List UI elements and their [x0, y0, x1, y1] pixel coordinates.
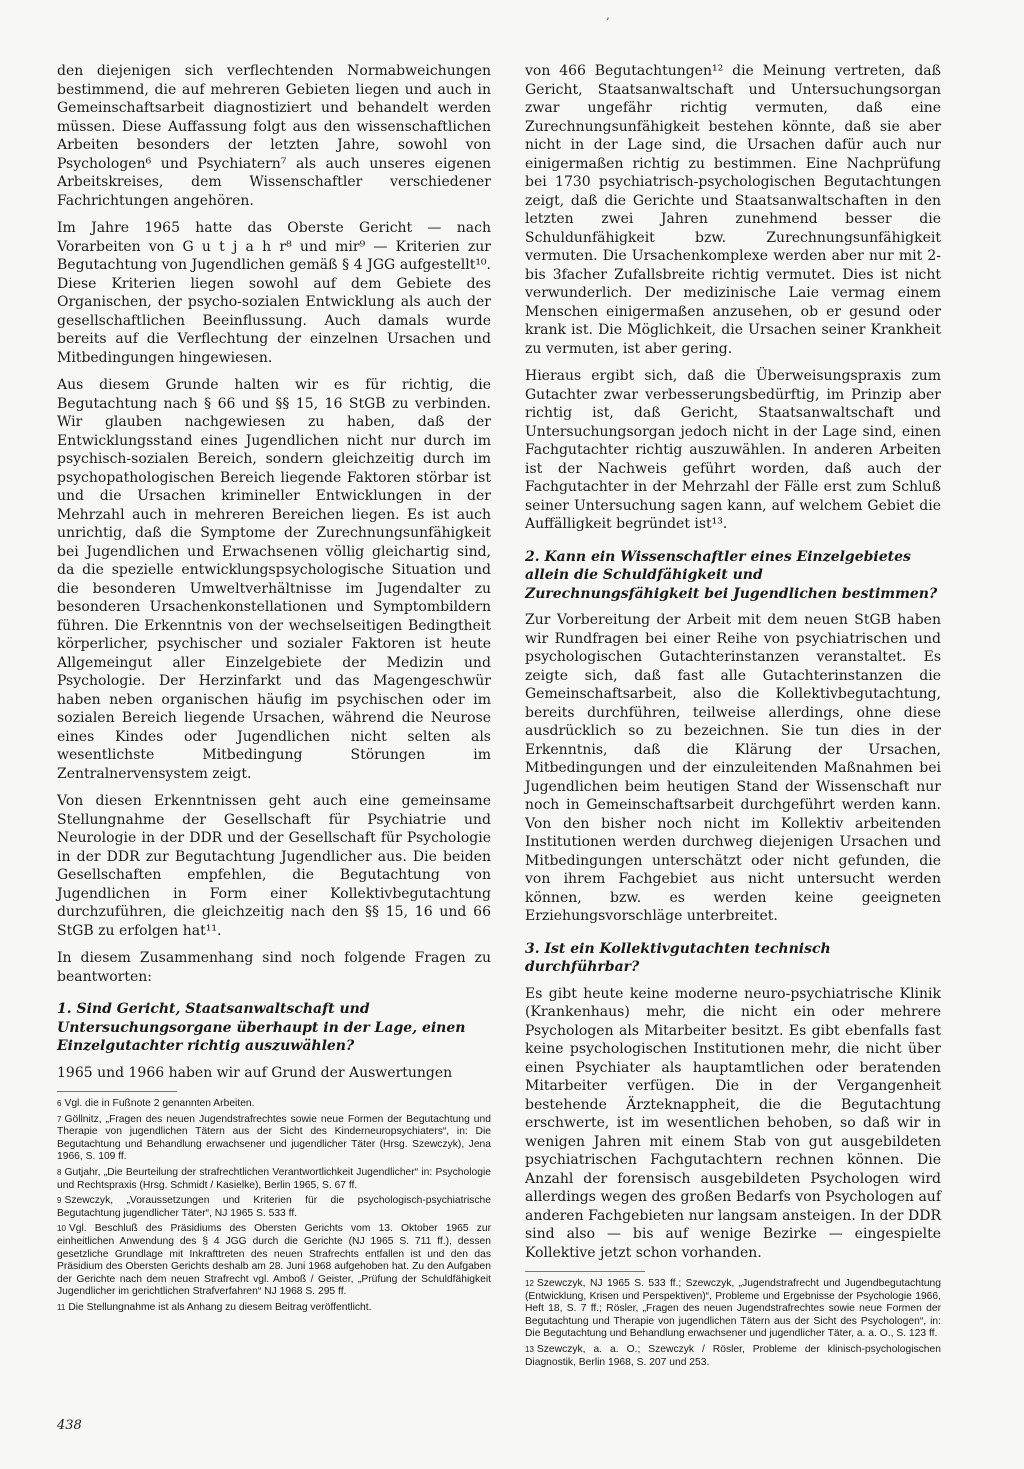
footnote-rule-left — [57, 1091, 177, 1092]
right-paragraph-4: Es gibt heute keine moderne neuro-psychiatrische Klinik (Krankenhaus) mehr, die nicht ein oder mehrere Psychologen als Mitarbeiter besitzt. Es gibt ebenfalls fast keine psychologischen Institutionen mehr, die nicht über einen Psychiater als hauptamtlichen oder beratenden Mitarbeiter verfügen. Die in der Vergangenheit bestehende Ärzteknappheit, die die Begutachtung erschwerte, ist im wesentlichen behoben, so daß wir in wenigen Jahren mit einem Stab von gut ausgebildeten psychiatrischen Fachgutachtern rechnen können. Die Anzahl der forensisch ausgebildeten Psychologen wird allerdings wegen des großen Bedarfs von Psychologen auf anderen Fachgebieten nur langsam ansteigen. In der DDR sind also — bis auf wenige Bezirke — eingespielte Kollektive jetzt schon vorhanden. — [525, 985, 941, 1261]
left-paragraph-3: Aus diesem Grunde halten wir es für richtig, die Begutachtung nach § 66 und §§ 15, 16 StGB zu verbinden. Wir glauben nachgewiesen zu haben, daß der Entwicklungsstand eines Jugendlichen nicht nur durch im psychisch-sozialen Bereich, sondern gleichzeitig durch im psychopathologischen Bereich liegende Faktoren störbar ist und die Ursachen krimineller Entwicklungen in der Mehrzahl auch in mehreren Bereichen liegen. Es ist auch unrichtig, daß die Symptome der Zurechnungsunfähigkeit bei Jugendlichen und Erwachsenen völlig gleichartig sind, da die spezielle entwicklungspsychologische Situation und die besonderen Umweltverhältnisse im Jugendalter zu besonderen Ursachenkonstellationen und Symptombildern führen. Die Erkenntnis von der wechselseitigen Bedingtheit körperlicher, psychischer und sozialer Faktoren ist heute Allgemeingut aller Einzelgebiete der Medizin und Psychologie. Der Herzinfarkt und das Magengeschwür haben neben organischen häufig im psychischen oder im sozialen Bereich liegende Ursachen, während die Neurose eines Kindes oder Jugendlichen nicht selten als wesentlichste Mitbedingung Störungen im Zentralnervensystem zeigt. — [57, 377, 491, 782]
footnote-number: 9 — [57, 1196, 62, 1206]
footnote-text: Vgl. Beschluß des Präsidiums des Obersten Gerichts vom 13. Oktober 1965 zur einheitlichen Anwendung des § 4 JGG durch die Gerichte (NJ 1965 S. 711 ff.), dessen gesetzliche Grundlage mit Inkrafttreten des neuen Strafrechts entfallen ist und den das Präsidium des Obersten Gerichts deshalb am 28. Juni 1968 aufgehoben hat. Zu den Aufgaben der Gerichte nach dem neuen Strafrecht vgl. Amboß / Geister, „Prüfung der Schuldfähigkeit Jugendlicher im gerichtlichen Strafverfahren“ NJ 1968 S. 295 ff. — [57, 1223, 491, 1298]
section-heading-2: 2. Kann ein Wissenschaftler eines Einzelgebietes allein die Schuldfähigkeit und Zurechnungsfähigkeit bei Jugendlichen bestimmen? — [525, 548, 938, 602]
footnote-13 — [525, 1344, 941, 1369]
left-paragraph-5: In diesem Zusammenhang sind noch folgende Fragen zu beantworten: — [57, 950, 491, 985]
footnote-8 — [57, 1167, 491, 1192]
footnote-12 — [525, 1278, 941, 1341]
footnote-text: Szewczyk, „Voraussetzungen und Kriterien für die psychologisch-psychiatrische Begutachtung jugendlicher Täter“, NJ 1965 S. 533 ff. — [57, 1195, 491, 1219]
section-heading-3: 3. Ist ein Kollektivgutachten technisch durchführbar? — [525, 940, 831, 975]
footnote-rule-right — [525, 1271, 645, 1272]
footnote-number: 6 — [57, 1099, 62, 1108]
section-heading-1: 1. Sind Gericht, Staatsanwaltschaft und Untersuchungsorgane überhaupt in der Lage, einen Einzelgutachter richtig auszuwählen? — [57, 1001, 466, 1054]
footnote-7 — [57, 1114, 491, 1164]
footnote-10 — [57, 1223, 491, 1299]
right-paragraph-1: von 466 Begutachtungen¹² die Meinung vertreten, daß Gericht, Staatsanwaltschaft und Untersuchungsorgan zwar ungefähr richtig vermuten, daß eine Zurechnungsunfähigkeit bestehen könnte, daß sie aber nicht in der Lage sind, die Ursachen dafür auch nur einigermaßen richtig zu bestimmen. Eine Nachprüfung bei 1730 psychiatrisch-psychologischen Begutachtungen zeigt, daß die Gerichte und Staatsanwaltschaften in den letzten zwei Jahren zunehmend besser die Schuldunfähigkeit bzw. Zurechnungsunfähigkeit vermuten. Die Ursachenkomplexe werden aber nur mit 2- bis 3facher Zufallsbreite richtig vermutet. Dies ist nicht verwunderlich. Der medizinische Laie vermag einem Menschen einigermaßen anzusehen, ob er gesund oder krank ist. Die Möglichkeit, die Ursachen seiner Krankheit zu vermuten, ist aber gering. — [525, 63, 941, 357]
left-paragraph-1: den diejenigen sich verflechtenden Normabweichungen bestimmend, die auf mehreren Gebieten liegen und auch in Gemeinschaftsarbeit diagnostiziert und behandelt werden müssen. Diese Auffassung folgt aus den wissenschaftlichen Arbeiten besonders der letzten Jahre, sowohl von Psychologen⁶ und Psychiatern⁷ als auch unseres eigenen Arbeitskreises, dem Wissenschaftler verschiedener Fachrichtungen angehören. — [57, 63, 491, 209]
footnote-text: Vgl. die in Fußnote 2 genannten Arbeiten. — [64, 1098, 255, 1109]
footnote-9 — [57, 1195, 491, 1220]
right-paragraph-2: Hieraus ergibt sich, daß die Überweisungspraxis zum Gutachter zwar verbesserungsbedürftig, im Prinzip aber richtig ist, daß Gericht, Staatsanwaltschaft und Untersuchungsorgan jedoch nicht in der Lage sind, einen Fachgutachter richtig auszuwählen. In anderen Arbeiten ist der Nachweis geführt worden, daß auch der Fachgutachter in der Mehrzahl der Fälle erst zum Schluß seiner Untersuchung sagen kann, auf welchem Gebiet die Auffälligkeit begründet ist¹³. — [525, 368, 941, 532]
footnote-text: Szewczyk, NJ 1965 S. 533 ff.; Szewczyk, „Jugendstrafrecht und Jugendbegutachtung (Entwicklung, Krisen und Perspektiven)“, Probleme und Ergebnisse der Psychologie 1966, Heft 18, S. 7 ff.; Rösler, „Fragen des neuen Jugendstrafrechtes sowie neue Formen der Begutachtung und Therapie von jugendlichen Tätern aus der Sicht des Psychologen“, in: Die Begutachtung und Behandlung erwachsener und jugendlicher Täter, a. a. O., S. 123 ff. — [525, 1278, 941, 1340]
left-paragraph-2: Im Jahre 1965 hatte das Oberste Gericht — nach Vorarbeiten von G u t j a h r⁸ und mir⁹ — Kriterien zur Begutachtung von Jugendlichen gemäß § 4 JGG aufgestellt¹⁰. Diese Kriterien liegen sowohl auf dem Gebiete des Organischen, der psycho-sozialen Entwicklung als auch der gesellschaftlichen Beeinflussung. Auch damals wurde bereits auf die Verflechtung der einzelnen Ursachen und Mitbedingungen hingewiesen. — [57, 220, 491, 366]
footnote-number: 10 — [57, 1224, 66, 1234]
left-column — [57, 62, 491, 1318]
footnote-text: Gutjahr, „Die Beurteilung der strafrechtlichen Verantwortlichkeit Jugendlicher“ in: Psychologie und Rechtspraxis (Hrsg. Schmidt / Kasielke), Berlin 1965, S. 67 ff. — [57, 1166, 491, 1191]
footnote-number: 7 — [57, 1114, 62, 1124]
footnote-number: 8 — [57, 1167, 62, 1177]
left-paragraph-6: 1965 und 1966 haben wir auf Grund der Auswertungen — [57, 1064, 453, 1081]
footnote-text: Die Stellungnahme ist als Anhang zu diesem Beitrag veröffentlicht. — [68, 1301, 372, 1313]
footnote-text: Göllnitz, „Fragen des neuen Jugendstrafrechtes sowie neue Formen der Begutachtung und Therapie von jugendlichen Tätern aus der Sicht des Kinderneuropsychiaters“, in: Die Begutachtung und Behandlung erwachsener und jugendlicher Täter (Hrsg. Szewczyk), Jena 1966, S. 109 ff. — [57, 1113, 491, 1163]
right-paragraph-3: Zur Vorbereitung der Arbeit mit dem neuen StGB haben wir Rundfragen bei einer Reihe von psychiatrischen und psychologischen Gutachterinstanzen veranstaltet. Es zeigte sich, daß fast alle Gutachterinstanzen die Gemeinschaftsarbeit, also die Kollektivbegutachtung, bereits durchführen, teilweise allerdings, ohne diese ausdrücklich so zu bezeichnen. Sie tun dies in der Erkenntnis, daß die Klärung der Ursachen, Mitbedingungen und der einzuleitenden Maßnahmen bei Jugendlichen beim heutigen Stand der Wissenschaft nur noch in Gemeinschaftsarbeit durchgeführt werden kann. Von den bisher noch nicht im Kollektiv arbeitenden Institutionen werden durchweg diejenigen Ursachen und Mitbedingungen unterschätzt oder nicht gefunden, die von ihrem Fachgebiet aus nicht untersucht werden können, bzw. es werden keine geeigneten Erziehungsvorschläge unterbreitet. — [525, 612, 941, 924]
footnote-number: 13 — [525, 1344, 534, 1354]
footnote-number: 12 — [525, 1279, 534, 1288]
footnote-11 — [57, 1302, 491, 1315]
footnote-text: Szewczyk, a. a. O.; Szewczyk / Rösler, Probleme der klinisch-psychologischen Diagnostik, Berlin 1968, S. 207 und 253. — [525, 1343, 941, 1368]
left-paragraph-4: Von diesen Erkenntnissen geht auch eine gemeinsame Stellungnahme der Gesellschaft für Psychiatrie und Neurologie in der DDR und der Gesellschaft für Psychologie in der DDR zur Begutachtung Jugendlicher aus. Die beiden Gesellschaften empfehlen, die Begutachtung von Jugendlichen in Form einer Kollektivbegutachtung durchzuführen, die gleichzeitig nach den §§ 15, 16 und 66 StGB zu erfolgen hat¹¹. — [57, 793, 491, 939]
page-top-mark: , — [606, 8, 610, 22]
right-column — [525, 62, 941, 1372]
page-number: 438 — [57, 1418, 82, 1433]
footnote-6 — [57, 1098, 491, 1111]
footnote-number: 11 — [57, 1302, 66, 1312]
